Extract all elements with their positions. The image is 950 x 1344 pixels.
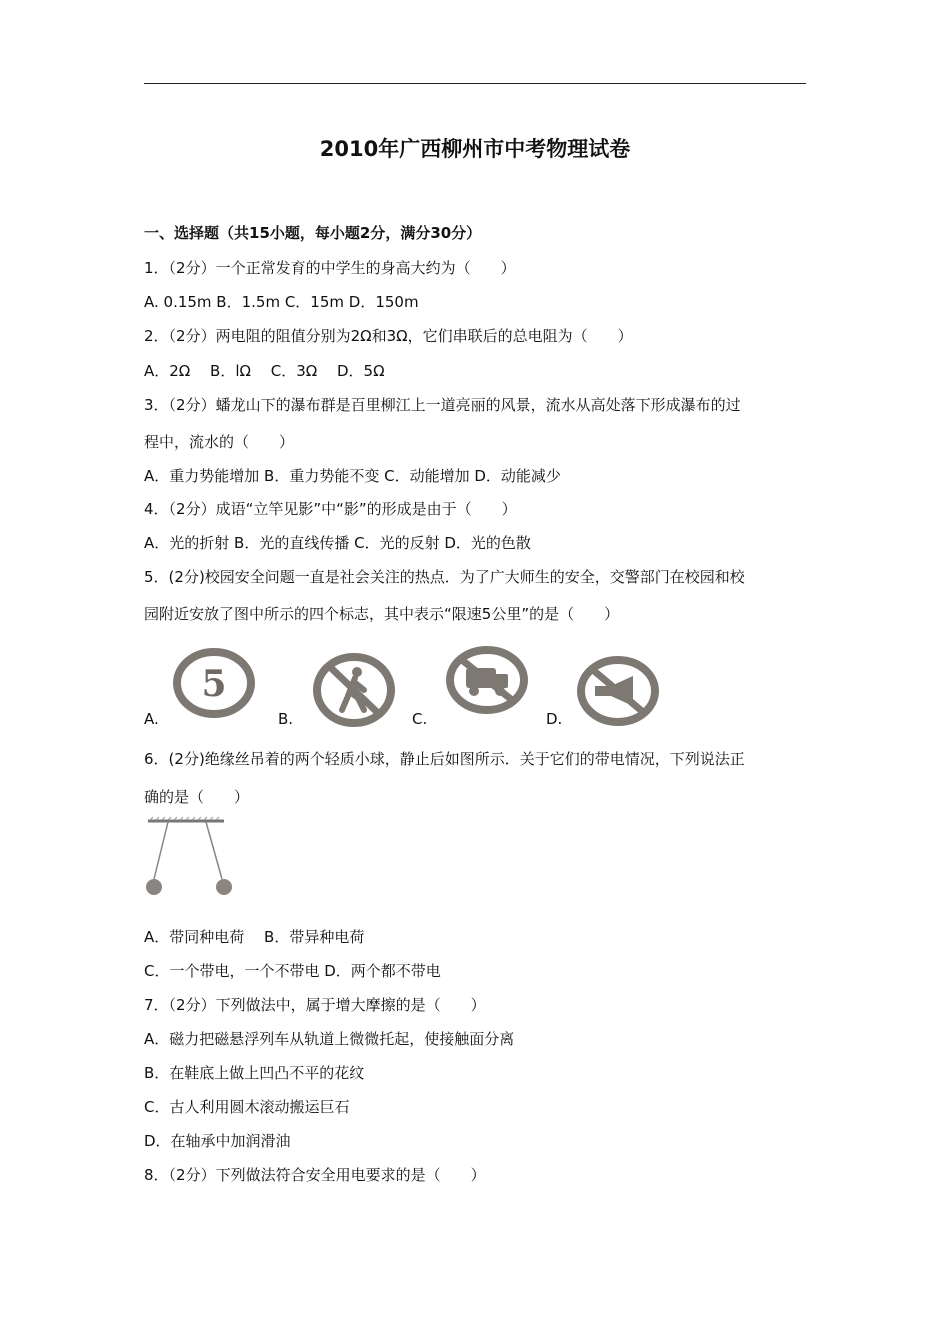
no-vehicles-sign-icon	[444, 646, 530, 716]
page-title: 2010年广西柳州市中考物理试卷	[319, 137, 631, 161]
section-heading: 一、选择题（共15小题，每小题2分，满分30分）	[144, 224, 482, 242]
header-rule	[144, 83, 806, 84]
q4-options: A．光的折射 B．光的直线传播 C．光的反射 D．光的色散	[144, 534, 531, 552]
no-pedestrians-sign-icon	[310, 652, 398, 728]
q5-stem-line2: 园附近安放了图中所示的四个标志，其中表示“限速5公里”的是（ ）	[144, 605, 620, 623]
speed-limit-5-sign-icon	[170, 648, 258, 718]
q3-stem-line1: 3．（2分）蟠龙山下的瀑布群是百里柳江上一道亮丽的风景，流水从高处落下形成瀑布的过	[144, 396, 741, 414]
q5-label-d: D.	[546, 710, 563, 728]
q6-stem-line2: 确的是（ ）	[144, 788, 250, 806]
q5-stem-line1: 5．(2分)校园安全问题一直是社会关注的热点．为了广大师生的安全，交警部门在校园和校	[144, 568, 745, 586]
q7-option-b: B．在鞋底上做上凹凸不平的花纹	[144, 1064, 365, 1082]
q4-stem: 4．（2分）成语“立竿见影”中“影”的形成是由于（ ）	[144, 500, 517, 518]
q6-options-line1: A．带同种电荷 B．带异种电荷	[144, 928, 365, 946]
q3-options: A．重力势能增加 B．重力势能不变 C．动能增加 D．动能减少	[144, 467, 561, 485]
q3-stem-line2: 程中，流水的（ ）	[144, 433, 295, 451]
q1-options: A. 0.15m B．1.5m C．15m D．150m	[144, 293, 419, 311]
sign-a-number: 5	[201, 663, 227, 705]
q5-label-a: A.	[144, 710, 159, 728]
q2-options: A．2Ω B．lΩ C．3Ω D．5Ω	[144, 362, 385, 380]
q6-stem-line1: 6．(2分)绝缘丝吊着的两个轻质小球，静止后如图所示．关于它们的带电情况，下列说法正	[144, 750, 745, 768]
q5-label-b: B.	[278, 710, 294, 728]
right-ball	[216, 879, 232, 895]
q7-option-d: D．在轴承中加润滑油	[144, 1132, 291, 1150]
q7-option-c: C．古人利用圆木滚动搬运巨石	[144, 1098, 350, 1116]
q5-label-c: C.	[412, 710, 428, 728]
left-ball	[146, 879, 162, 895]
q7-stem: 7．（2分）下列做法中，属于增大摩擦的是（ ）	[144, 996, 486, 1014]
no-horn-sign-icon	[575, 656, 661, 726]
suspended-balls-figure	[144, 815, 240, 901]
q7-option-a: A．磁力把磁悬浮列车从轨道上微微托起，使接触面分离	[144, 1030, 515, 1048]
q8-stem: 8．（2分）下列做法符合安全用电要求的是（ ）	[144, 1166, 486, 1184]
q6-options-line2: C．一个带电，一个不带电 D．两个都不带电	[144, 962, 441, 980]
q1-stem: 1．（2分）一个正常发育的中学生的身高大约为（ ）	[144, 259, 516, 277]
q2-stem: 2．（2分）两电阻的阻值分别为2Ω和3Ω，它们串联后的总电阻为（ ）	[144, 327, 633, 345]
